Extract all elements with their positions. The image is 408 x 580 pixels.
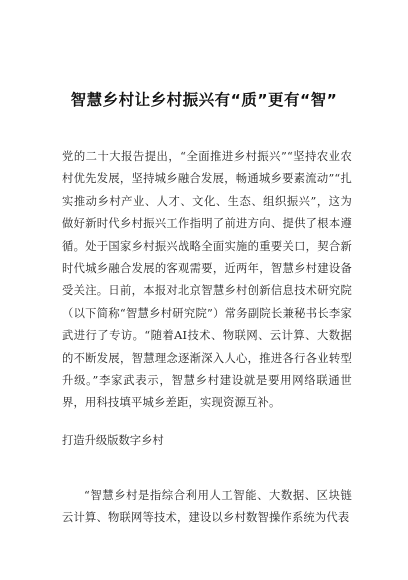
document-title: 智慧乡村让乡村振兴有“质”更有“智”: [70, 91, 338, 109]
section-heading: 打造升级版数字乡村: [62, 434, 164, 447]
body-paragraph-1: 党的二十大报告提出，“全面推进乡村振兴”“坚持农业农村优先发展，坚持城乡融合发展，畅通城乡要素流动”“扎实推动乡村产业、人才、文化、生态、组织振兴”，这为做好新时代乡村振兴工作指明了前进方向、提供了根本遵循。处于国家乡村振兴战略全面实施的重要关口，契合新时代城乡融合发展的客观需要，近两年，智慧乡村建设备受关注。日前，本报对北京智慧乡村创新信息技术研究院（以下简称“智慧乡村研究院”）常务副院长兼秘书长李家武进行了专访。“随着AI技术、物联网、云计算、大数据的不断发展，智慧理念逐渐深入人心，推进各行各业转型升级。”李家武表示，智慧乡村建设就是要用网络联通世界，用科技填平城乡差距，实现资源互补。: [62, 150, 352, 410]
body-paragraph-2: “智慧乡村是指综合利用人工智能、大数据、区块链云计算、物联网等技术，建设以乡村数智操作系统为代表: [62, 489, 352, 525]
